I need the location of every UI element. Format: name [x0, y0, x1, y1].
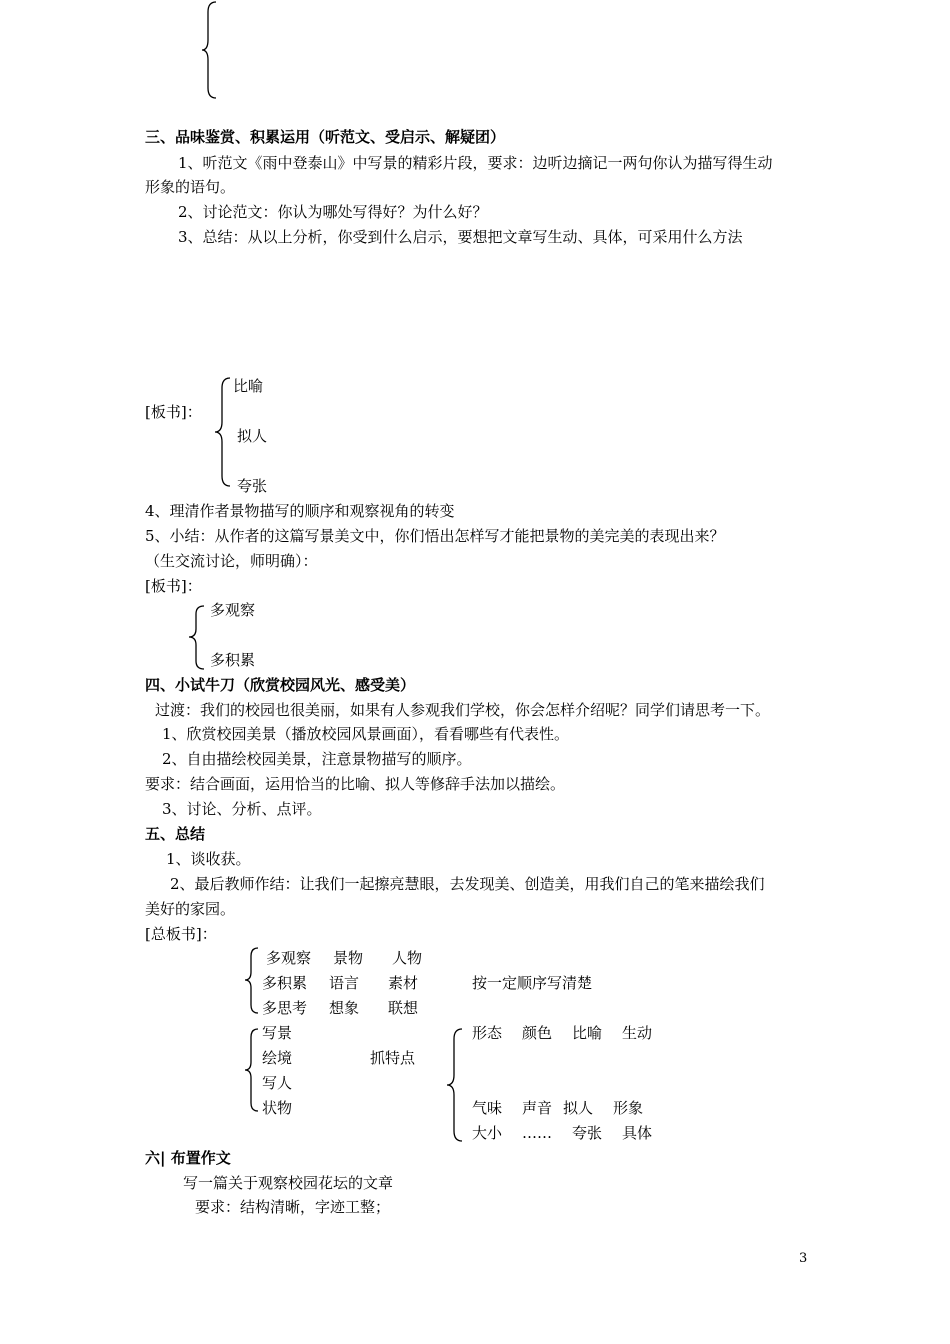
board1-item-personification: 拟人 [237, 427, 268, 445]
s3-item-4: 4、理清作者景物描写的顺序和观察视角的转变 [145, 502, 455, 520]
summary-row2-col1: 多积累 [262, 974, 308, 992]
s5-item-2-line1: 2、最后教师作结：让我们一起擦亮慧眼，去发现美、创造美，用我们自己的笔来描绘我们 [170, 875, 765, 893]
s4-item-2: 2、自由描绘校园美景，注意景物描写的顺序。 [162, 750, 472, 768]
board1-item-metaphor: 比喻 [233, 377, 264, 395]
summary-right-r1-c1: 形态 [472, 1024, 503, 1042]
summary-order-note: 按一定顺序写清楚 [472, 974, 593, 992]
section-4-heading: 四、小试牛刀（欣赏校园风光、感受美） [145, 676, 416, 694]
section-3-heading: 三、品味鉴赏、积累运用（听范文、受启示、解疑团） [145, 128, 506, 146]
s5-item-2-line2: 美好的家园。 [145, 900, 236, 918]
summary-right-r2-c3: 拟人 [563, 1099, 594, 1117]
summary-right-r3-c4: 具体 [622, 1124, 653, 1142]
s6-task: 写一篇关于观察校园花坛的文章 [183, 1174, 394, 1192]
summary-right-r2-c2: 声音 [522, 1099, 553, 1117]
s6-requirement: 要求：结构清晰，字迹工整； [195, 1198, 391, 1216]
summary-left-item-scenery: 写景 [262, 1024, 293, 1042]
summary-left-item-people: 写人 [262, 1074, 293, 1092]
board1-label: [板书]： [145, 403, 202, 421]
s4-item-1: 1、欣赏校园美景（播放校园风景画面），看看哪些有代表性。 [162, 725, 570, 743]
s4-transition: 过渡：我们的校园也很美丽，如果有人参观我们学校，你会怎样介绍呢？同学们请思考一下。 [155, 701, 771, 719]
page-number: 3 [799, 1251, 808, 1266]
summary-board-label: [总板书]： [145, 925, 217, 943]
board1-brace [210, 376, 234, 488]
board2-label: [板书]： [145, 577, 202, 595]
summary-left-item-objects: 状物 [262, 1099, 293, 1117]
s3-item-5: 5、小结：从作者的这篇写景美文中，你们悟出怎样写才能把景物的美完美的表现出来？ [145, 527, 725, 545]
top-brace [198, 0, 222, 104]
s3-item-1-line2: 形象的语句。 [145, 178, 236, 196]
summary-right-r2-c4: 形象 [613, 1099, 644, 1117]
summary-right-r3-c2: …… [522, 1124, 552, 1142]
summary-feature-note: 抓特点 [370, 1049, 416, 1067]
board2-brace [184, 604, 208, 672]
board1-item-exaggeration: 夸张 [237, 477, 268, 495]
section-5-heading: 五、总结 [145, 825, 206, 843]
summary-right-r2-c1: 气味 [472, 1099, 503, 1117]
summary-brace-lower-left [242, 1026, 262, 1114]
s3-item-5-note: （生交流讨论，师明确）： [145, 552, 318, 570]
s3-item-2: 2、讨论范文：你认为哪处写得好？为什么好？ [178, 203, 488, 221]
s4-requirement: 要求：结合画面，运用恰当的比喻、拟人等修辞手法加以描绘。 [145, 775, 566, 793]
summary-row1-col2: 景物 [333, 949, 364, 967]
summary-right-r1-c2: 颜色 [522, 1024, 553, 1042]
summary-brace-upper [242, 945, 262, 1017]
summary-right-r3-c3: 夸张 [572, 1124, 603, 1142]
summary-right-r3-c1: 大小 [472, 1124, 503, 1142]
s3-item-1-line1: 1、听范文《雨中登泰山》中写景的精彩片段，要求：边听边摘记一两句你认为描写得生动 [178, 154, 773, 172]
summary-row1-col1: 多观察 [266, 949, 312, 967]
s4-item-3: 3、讨论、分析、点评。 [162, 800, 322, 818]
summary-row2-col2: 语言 [329, 974, 360, 992]
summary-brace-lower-right [442, 1026, 466, 1144]
s3-item-3: 3、总结：从以上分析，你受到什么启示，要想把文章写生动、具体，可采用什么方法 [178, 228, 743, 246]
summary-row3-col2: 想象 [329, 999, 360, 1017]
section-6-heading: 六| 布置作文 [145, 1149, 231, 1167]
summary-row2-col3: 素材 [388, 974, 419, 992]
summary-right-r1-c3: 比喻 [572, 1024, 603, 1042]
summary-right-r1-c4: 生动 [622, 1024, 653, 1042]
summary-row3-col1: 多思考 [262, 999, 308, 1017]
board2-item-observe: 多观察 [210, 601, 256, 619]
summary-left-item-setting: 绘境 [262, 1049, 293, 1067]
board2-item-accumulate: 多积累 [210, 651, 256, 669]
summary-row1-col3: 人物 [392, 949, 423, 967]
summary-row3-col3: 联想 [388, 999, 419, 1017]
s5-item-1: 1、谈收获。 [166, 850, 251, 868]
